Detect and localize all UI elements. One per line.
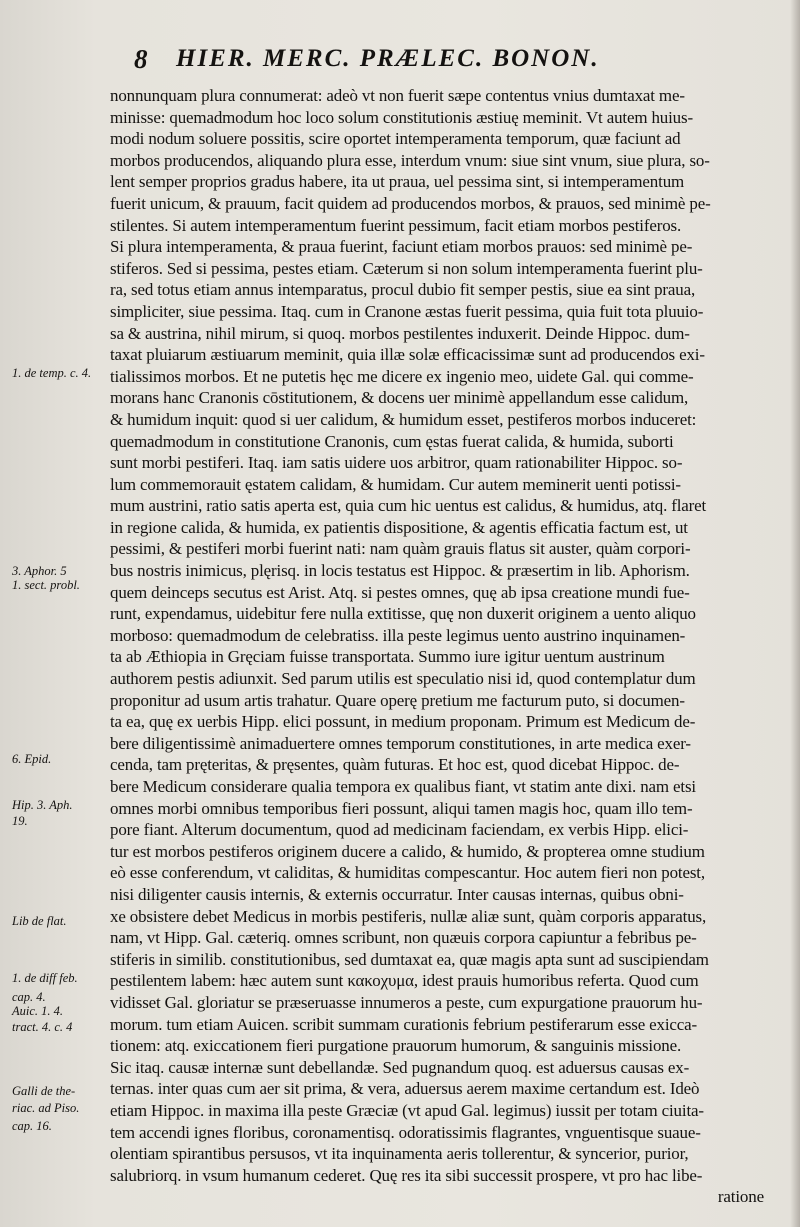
text-line: quemadmodum in constitutione Cranonis, cum ęstas fuerat calida, & humida, suborti [110, 431, 674, 451]
margin-note: 3. Aphor. 5 [12, 564, 67, 578]
text-line: xe obsistere debet Medicus in morbis pestiferis, nullæ aliæ sunt, quàm corporis apparatus, [110, 906, 707, 926]
margin-note: tract. 4. c. 4 [12, 1020, 73, 1034]
page-header [128, 44, 668, 78]
text-line: sunt morbi pestiferi. Itaq. iam satis uidere uos arbitror, quam rationabiliter Hippoc. so- [110, 453, 683, 473]
margin-note: Galli de the- [12, 1084, 76, 1098]
margin-note: 1. sect. probl. [12, 578, 80, 592]
text-line: minisse: quemadmodum hoc loco solum constitutionis æstiuę meminit. Vt autem huius- [110, 107, 693, 127]
text-line: pestilentem labem: hæc autem sunt κακοχυμα, idest prauis humoribus referta. Quod cum [110, 971, 699, 991]
text-line: runt, expendamus, uidebitur fere nulla extitisse, quę non duxerit originem a uento aliquo [110, 604, 696, 624]
text-line: modi nodum soluere possitis, scire oportet intemperamenta temporum, quæ faciunt ad [110, 129, 681, 149]
text-line: salubriorq. in vsum humanum cederet. Quę res ita sibi successit prospere, vt pro hac libe- [110, 1165, 703, 1185]
text-line: ta ea, quę ex uerbis Hipp. elici possunt, in medium proponam. Primum est Medicum de- [110, 712, 696, 732]
text-line: vidisset Gal. gloriatur se præseruasse innumeros a peste, cum expurgatione prauorum hu- [110, 992, 703, 1012]
text-line: simpliciter, siue pessima. Itaq. cum in Cranone æstas fuerit pessima, quia fuit tota pluuio- [110, 301, 704, 321]
text-line: eò esse conferendum, vt caliditas, & humiditas compescantur. Hoc autem fieri non potest, [110, 863, 705, 883]
text-line: ra, sed totus etiam annus intemparatus, procul dubio fit semper pestis, siue ea sint praua, [110, 280, 696, 300]
running-head: HIER. MERC. PRÆLEC. BONON. [176, 45, 600, 72]
margin-note: Lib de flat. [12, 914, 67, 928]
text-line: olentiam spirantibus persusos, vt ita inquinamenta aeris tollerentur, & syncerior, purior, [110, 1144, 689, 1164]
margin-note: 19. [12, 814, 28, 828]
text-line: morum. tum etiam Auicen. scribit summam curationis febrium pestiferarum esse exicca- [110, 1014, 698, 1034]
text-line: nonnunquam plura connumerat: adeò vt non fuerit sæpe contentus vnius dumtaxat me- [110, 86, 685, 105]
margin-note: riac. ad Piso. [12, 1101, 80, 1115]
text-line: mum austrini, ratio satis aperta est, quia cum hic uentus est calidus, & humidus, atq. flaret [110, 496, 707, 516]
margin-note: cap. 16. [12, 1119, 52, 1133]
text-line: Sic itaq. causæ internæ sunt debellandæ. Sed pugnandum quoq. est aduersus causas ex- [110, 1057, 690, 1077]
margin-note: 6. Epid. [12, 752, 52, 766]
text-line: bus nostris inimicus, plęrisq. in locis testatus est Hippoc. & præsertim in lib. Aphorism. [110, 561, 690, 581]
text-line: stilentes. Si autem intemperamentum fuerint pessimum, facit etiam morbos pestiferos. [110, 215, 682, 235]
text-line: proponitur ad usum artis trahatur. Quare operę pretium me facturum puto, si documen- [110, 690, 685, 710]
text-line: lent semper proprios gradus habere, ita ut praua, uel pessima sint, si intemperamentum [110, 172, 685, 192]
margin-note: Auic. 1. 4. [12, 1004, 64, 1018]
text-line: morboso: quemadmodum de celebratiss. illa peste legimus uento austrino inquinamen- [110, 625, 686, 645]
text-line: fuerit unicum, & prauum, facit quidem ad producendos morbos, & prauos, sed minimè pe- [110, 193, 711, 213]
text-line: bere Medicum considerare qualia tempora ex qualibus fiant, vt statim ante dixi. nam etsi [110, 777, 696, 796]
text-line: stiferis in similib. constitutionibus, sed dumtaxat ea, quæ magis apta sunt ad suscipiendam [110, 949, 709, 969]
text-line: pore fiant. Alterum documentum, quod ad medicinam faciendam, ex verbis Hipp. elici- [110, 820, 689, 840]
margin-note: Hip. 3. Aph. [12, 798, 73, 812]
page-edge-shadow [790, 0, 800, 1227]
text-line: quem deinceps secutus est Arist. Atq. si pestes omnes, quę ab ipsa creatione mundi fue- [110, 582, 690, 602]
text-line: taxat pluiarum æstiuarum meminit, quia illæ solæ efficacissimæ sunt ad producendos exi- [110, 345, 705, 365]
text-line: stiferos. Sed si pessima, pestes etiam. Cæterum si non solum intemperamenta fuerint plu- [110, 258, 703, 278]
text-line: pessimi, & pestiferi morbi fuerint nati: nam quàm grauis flatus sit auster, quàm corpori- [110, 539, 691, 559]
text-line: & humidum inquit: quod si uer calidum, & humidum esset, pestiferos morbos induceret: [110, 409, 697, 429]
text-line: ta ab Æthiopia in Gręciam fuisse transportata. Summo iure igitur uentum austrinum [110, 647, 665, 667]
text-line: tem accendi ignes floribus, coronamentisq. odoratissimis flagrantes, vnguentisque suaue- [110, 1122, 701, 1142]
text-line: Si plura intemperamenta, & praua fuerint, faciunt etiam morbos prauos: sed minimè pe- [110, 237, 693, 257]
text-line: omnes morbi omnibus temporibus fieri possunt, aliqui tamen magis hoc, quam illo tem- [110, 798, 693, 818]
body-text [110, 85, 768, 1208]
text-line: tur est morbos pestiferos originem ducere a calido, & humido, & propterea omne studium [110, 841, 705, 861]
margin-note: 1. de diff feb. [12, 971, 78, 985]
margin-note: cap. 4. [12, 990, 46, 1004]
text-line: nam, vt Hipp. Gal. cæteriq. omnes scribunt, non quæuis corpora capiuntur a febribus pe- [110, 928, 697, 948]
text-line: morans hanc Cranonis cōstitutionem, & docens uer minimè appellandum esse calidum, [110, 388, 689, 408]
text-line: in regione calida, & humida, ex patientis dispositione, & agentis efficatia factum est, ut [110, 517, 688, 537]
margin-note: 1. de temp. c. 4. [12, 366, 92, 380]
text-line: sa & austrina, nihil mirum, si quoq. morbos pestilentes induxerit. Deinde Hippoc. dum- [110, 323, 690, 343]
text-line: ternas. inter quas cum aer sit prima, & vera, aduersus aerem maxime certandum est. Ideò [110, 1079, 700, 1099]
text-line: morbos producendos, aliquando plura esse, interdum vnum: siue sint vnum, siue plura, so- [110, 150, 710, 170]
text-line: lum commemorauit ęstatem calidam, & humidam. Cur autem meminerit uenti potissi- [110, 474, 681, 494]
text-line: tialissimos morbos. Et ne putetis hęc me dicere ex ingenio meo, uidete Gal. qui comme- [110, 366, 694, 386]
text-line: tionem: atq. exiccationem fieri purgatione prauorum humorum, & sanguinis missione. [110, 1036, 682, 1056]
text-line: nisi diligenter causis internis, & externis occurratur. Inter causas internas, quibus obni- [110, 884, 684, 904]
text-line: ratione [717, 1187, 764, 1207]
text-line: authorem pestis adiunxit. Sed parum utilis est speculatio nisi id, quod contemplatur dum [110, 669, 696, 689]
page-number: 8 [134, 44, 149, 74]
text-line: etiam Hippoc. in maxima illa peste Græciæ (vt apud Gal. legimus) iussit per totam ciuita- [110, 1100, 704, 1120]
text-line: bere diligentissimè animaduertere omnes temporum constitutiones, in arte medica exer- [110, 733, 691, 753]
text-line: cenda, tam pręteritas, & pręsentes, quàm futuras. Et hoc est, quod dicebat Hippoc. de- [110, 755, 680, 775]
